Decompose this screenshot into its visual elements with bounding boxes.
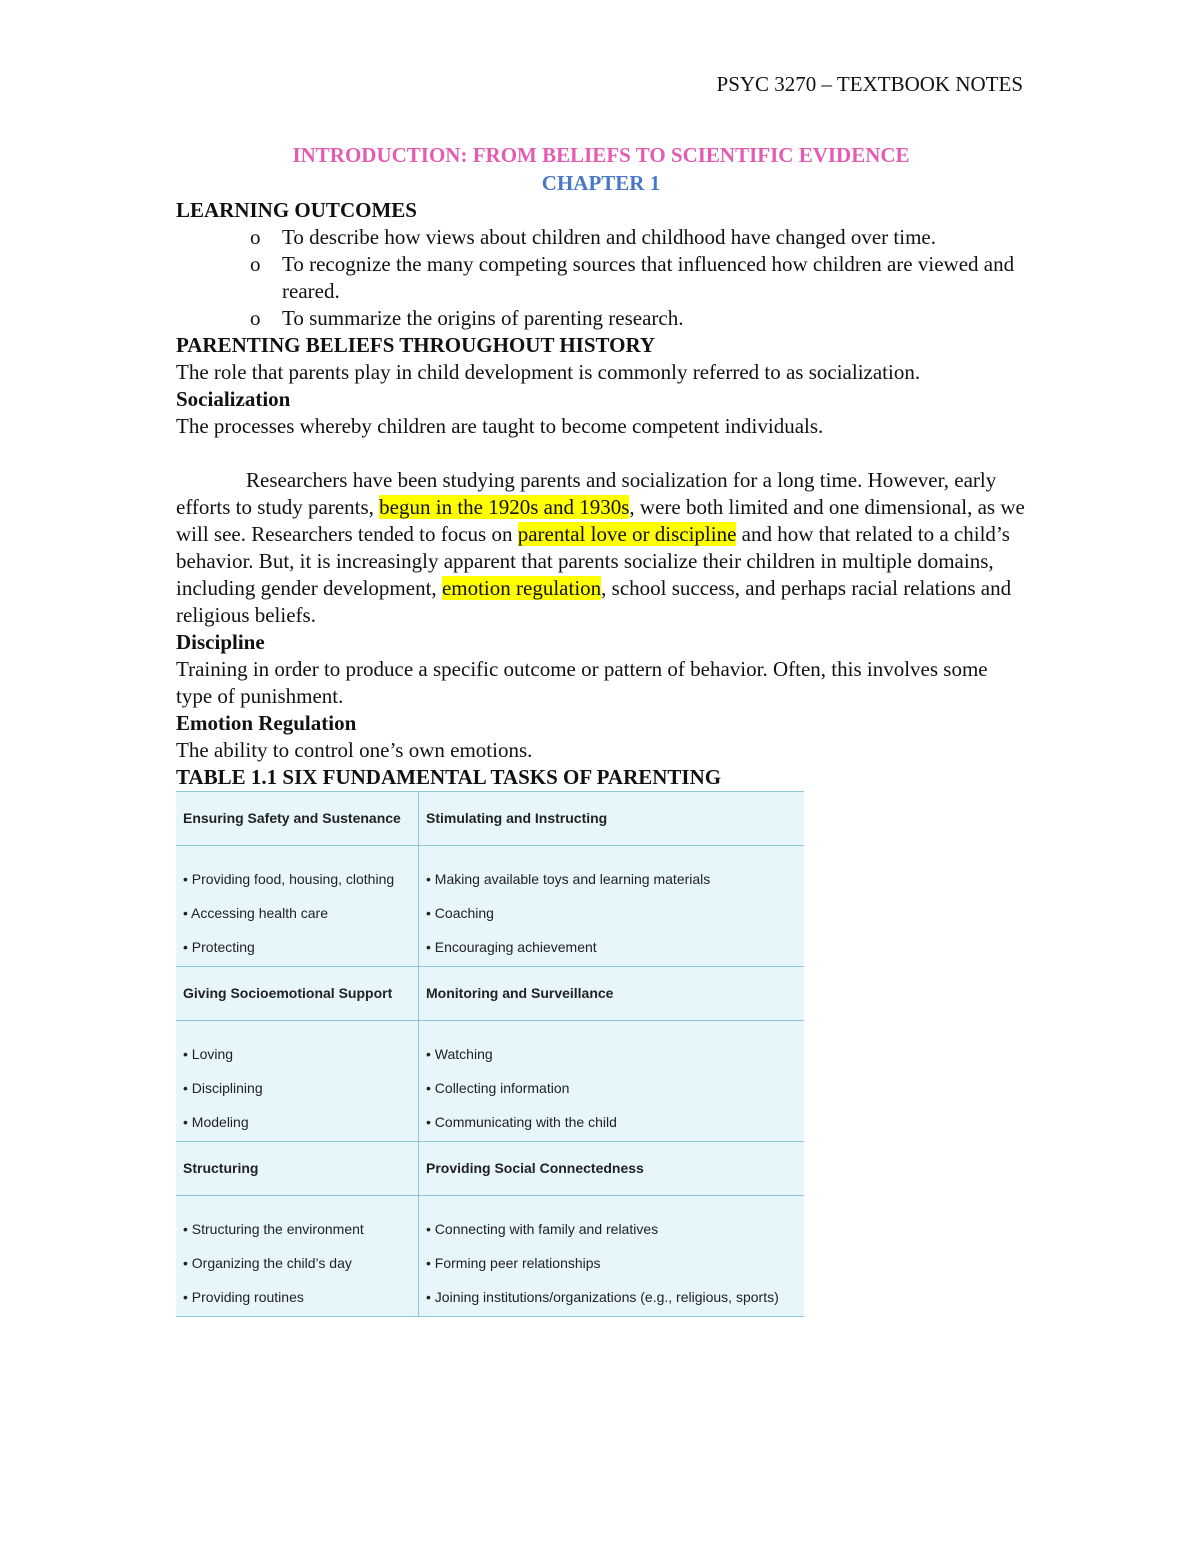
table-item-text: Providing routines (191, 1289, 304, 1305)
table-category-heading: Structuring (176, 1142, 419, 1196)
table-item-text: Watching (434, 1046, 493, 1062)
table-list-item (183, 1280, 411, 1314)
table-list-item (183, 896, 411, 930)
paragraph-text: , school success, and perhaps racial relations and religious beliefs. (176, 576, 1012, 627)
list-item (176, 224, 1026, 251)
table-row (176, 792, 804, 846)
table-list-item (426, 1280, 797, 1314)
table-item-text: Organizing the child’s day (191, 1255, 352, 1271)
discipline-definition: Training in order to produce a specific outcome or pattern of behavior. Often, this involves some type of punishment. (176, 657, 988, 708)
table-list-item (426, 862, 797, 896)
table-cell (419, 846, 805, 967)
table-category-heading: Stimulating and Instructing (419, 792, 805, 846)
table-list-item (426, 1246, 797, 1280)
paragraph-text: and how that related to a child’s behavior. But, it is increasingly apparent that parents socialize their children in multiple domains, including gender development, (176, 522, 1010, 600)
table-item-text: Providing food, housing, clothing (191, 871, 395, 887)
document-body (176, 141, 1026, 1317)
parenting-beliefs-heading: PARENTING BELIEFS THROUGHOUT HISTORY (176, 333, 656, 357)
table-row (176, 846, 804, 967)
document-title: INTRODUCTION: FROM BELIEFS TO SCIENTIFIC EVIDENCE (292, 143, 910, 167)
highlighted-text: emotion regulation (441, 576, 602, 600)
parenting-tasks-table (176, 791, 804, 1317)
table-cell (176, 846, 419, 967)
table-item-text: Collecting information (434, 1080, 570, 1096)
bullet-marker: o (250, 225, 261, 249)
table-list-item (183, 1212, 411, 1246)
table-list-item (426, 930, 797, 964)
table-list-item (426, 1071, 797, 1105)
body-paragraph (176, 467, 1026, 629)
table-item-text: Connecting with family and relatives (434, 1221, 659, 1237)
table-cell (176, 1021, 419, 1142)
table-row (176, 967, 804, 1021)
socialization-term: Socialization (176, 387, 291, 411)
emotion-regulation-term: Emotion Regulation (176, 711, 357, 735)
learning-outcomes-list (176, 224, 1026, 332)
table-list-item (183, 1071, 411, 1105)
table-category-heading: Monitoring and Surveillance (419, 967, 805, 1021)
bullet-marker: • (426, 1221, 431, 1237)
table-category-heading: Ensuring Safety and Sustenance (176, 792, 419, 846)
table-item-text: Loving (191, 1046, 234, 1062)
socialization-definition: The processes whereby children are taught to become competent individuals. (176, 414, 824, 438)
table-list-item (426, 1105, 797, 1139)
table-item-text: Coaching (434, 905, 494, 921)
table-cell (419, 1021, 805, 1142)
outcome-text: To summarize the origins of parenting research. (282, 306, 684, 330)
discipline-term: Discipline (176, 630, 265, 654)
chapter-label: CHAPTER 1 (541, 171, 661, 195)
outcome-text: To recognize the many competing sources that influenced how children are viewed and reared. (282, 252, 1015, 303)
bullet-marker: • (183, 1114, 188, 1130)
outcome-text: To describe how views about children and childhood have changed over time. (282, 225, 936, 249)
table-list-item (183, 930, 411, 964)
bullet-marker: • (426, 1080, 431, 1096)
bullet-marker: • (183, 1221, 188, 1237)
table-item-text: Protecting (191, 939, 255, 955)
table-category-heading: Providing Social Connectedness (419, 1142, 805, 1196)
parenting-beliefs-intro: The role that parents play in child development is commonly referred to as socialization. (176, 360, 921, 384)
table-cell (176, 1196, 419, 1317)
table-row (176, 1196, 804, 1317)
bullet-marker: o (250, 252, 261, 276)
bullet-marker: • (426, 905, 431, 921)
table-item-text: Forming peer relationships (434, 1255, 601, 1271)
table-list-item (426, 1212, 797, 1246)
table-item-text: Communicating with the child (434, 1114, 617, 1130)
bullet-marker: • (183, 939, 188, 955)
bullet-marker: • (426, 1255, 431, 1271)
learning-outcomes-heading: LEARNING OUTCOMES (176, 198, 417, 222)
table-item-text: Joining institutions/organizations (e.g., religious, sports) (434, 1289, 779, 1305)
emotion-regulation-definition: The ability to control one’s own emotions. (176, 738, 533, 762)
table-item-text: Accessing health care (191, 905, 328, 921)
highlighted-text: begun in the 1920s and 1930s (379, 495, 630, 519)
highlighted-text: parental love or discipline (517, 522, 737, 546)
bullet-marker: • (426, 939, 431, 955)
table-list-item (426, 896, 797, 930)
spacer (176, 440, 1026, 467)
table-list-item (183, 862, 411, 896)
table-row (176, 1142, 804, 1196)
table-category-heading: Giving Socioemotional Support (176, 967, 419, 1021)
table-cell (419, 1196, 805, 1317)
table-list-item (183, 1105, 411, 1139)
bullet-marker: • (426, 871, 431, 887)
table-item-text: Modeling (191, 1114, 249, 1130)
table-list-item (183, 1037, 411, 1071)
bullet-marker: • (426, 1114, 431, 1130)
table-item-text: Making available toys and learning materials (434, 871, 711, 887)
table-row (176, 1021, 804, 1142)
bullet-marker: • (183, 1046, 188, 1062)
bullet-marker: • (183, 1255, 188, 1271)
paragraph-text: , were both limited and one dimensional, as we will see. Researchers tended to focus on (176, 495, 1025, 546)
list-item (176, 251, 1026, 305)
list-item (176, 305, 1026, 332)
bullet-marker: • (183, 1080, 188, 1096)
bullet-marker: • (183, 871, 188, 887)
bullet-marker: • (426, 1289, 431, 1305)
bullet-marker: o (250, 306, 261, 330)
bullet-marker: • (183, 1289, 188, 1305)
table-item-text: Structuring the environment (191, 1221, 364, 1237)
table-list-item (183, 1246, 411, 1280)
table-item-text: Encouraging achievement (434, 939, 597, 955)
bullet-marker: • (426, 1046, 431, 1062)
page-header: PSYC 3270 – TEXTBOOK NOTES (716, 72, 1023, 96)
paragraph-text: Researchers have been studying parents and socialization for a long time. However, early efforts to study parents, (176, 468, 997, 519)
table-title: TABLE 1.1 SIX FUNDAMENTAL TASKS OF PARENTING (176, 765, 722, 789)
table-list-item (426, 1037, 797, 1071)
bullet-marker: • (183, 905, 188, 921)
table-item-text: Disciplining (191, 1080, 263, 1096)
